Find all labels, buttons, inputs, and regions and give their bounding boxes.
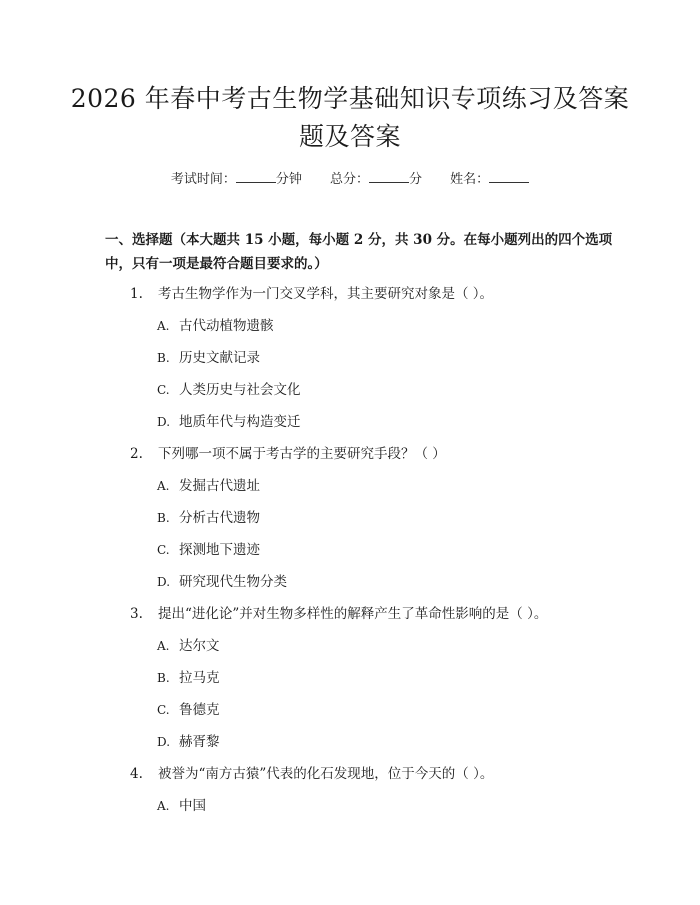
question-4-option-a xyxy=(157,794,206,814)
option-letter: C. xyxy=(157,383,170,397)
question-3-option-d xyxy=(157,730,220,750)
question-text: 下列哪一项不属于考古学的主要研究手段？（ ） xyxy=(158,446,446,462)
name-field xyxy=(450,172,529,187)
question-number: 2. xyxy=(130,446,143,462)
option-text: 赫胥黎 xyxy=(179,734,220,750)
total-score-blank xyxy=(369,170,409,183)
total-score-unit: 分 xyxy=(409,172,423,187)
option-text: 地质年代与构造变迁 xyxy=(179,414,301,430)
option-letter: B. xyxy=(157,511,170,525)
question-2-option-b xyxy=(157,506,260,526)
question-1 xyxy=(130,282,493,302)
name-label: 姓名： xyxy=(450,172,490,187)
option-letter: A. xyxy=(157,319,170,333)
exam-meta-line xyxy=(0,168,700,187)
option-text: 探测地下遗迹 xyxy=(179,542,260,558)
option-letter: D. xyxy=(157,735,171,749)
option-letter: A. xyxy=(157,639,170,653)
exam-time-unit: 分钟 xyxy=(275,172,302,187)
option-letter: D. xyxy=(157,575,171,589)
document-title: 2026 年春中考古生物学基础知识专项练习及答案题及答案 xyxy=(70,84,630,151)
option-text: 分析古代遗物 xyxy=(179,510,260,526)
question-2 xyxy=(130,442,446,462)
exam-time-label: 考试时间： xyxy=(170,172,236,187)
question-number: 4. xyxy=(130,766,143,782)
question-2-option-d xyxy=(157,570,287,590)
option-text: 中国 xyxy=(179,798,206,814)
option-letter: D. xyxy=(157,415,171,429)
question-text: 被誉为“南方古猿”代表的化石发现地，位于今天的（ ）。 xyxy=(158,766,494,782)
question-3-option-a xyxy=(157,634,220,654)
exam-time-field xyxy=(171,172,302,187)
question-3-option-c xyxy=(157,698,220,718)
option-letter: C. xyxy=(157,703,170,717)
question-1-option-a xyxy=(157,314,274,334)
question-3 xyxy=(130,602,547,622)
question-4 xyxy=(130,762,493,782)
question-text: 考古生物学作为一门交叉学科，其主要研究对象是（ ）。 xyxy=(158,286,494,302)
option-letter: B. xyxy=(157,351,170,365)
option-text: 历史文献记录 xyxy=(179,350,260,366)
exam-time-blank xyxy=(236,170,276,183)
option-text: 鲁德克 xyxy=(179,702,220,718)
option-text: 研究现代生物分类 xyxy=(179,574,287,590)
option-letter: C. xyxy=(157,543,170,557)
option-text: 发掘古代遗址 xyxy=(179,478,260,494)
option-letter: A. xyxy=(157,799,170,813)
question-1-option-d xyxy=(157,410,301,430)
question-1-option-b xyxy=(157,346,260,366)
option-text: 达尔文 xyxy=(179,638,220,654)
total-score-label: 总分： xyxy=(329,172,369,187)
total-score-field xyxy=(330,172,422,187)
question-2-option-a xyxy=(157,474,260,494)
option-letter: A. xyxy=(157,479,170,493)
option-text: 古代动植物遗骸 xyxy=(179,318,274,334)
question-1-option-c xyxy=(157,378,301,398)
question-number: 1. xyxy=(130,286,143,302)
name-blank xyxy=(489,170,529,183)
option-text: 拉马克 xyxy=(179,670,220,686)
question-3-option-b xyxy=(157,666,220,686)
option-letter: B. xyxy=(157,671,170,685)
section-heading: 一、选择题（本大题共 15 小题，每小题 2 分，共 30 分。在每小题列出的四个选项中，只有一项是最符合题目要求的。） xyxy=(105,232,613,272)
question-number: 3. xyxy=(130,606,143,622)
question-text: 提出“进化论”并对生物多样性的解释产生了革命性影响的是（ ）。 xyxy=(158,606,548,622)
question-2-option-c xyxy=(157,538,260,558)
option-text: 人类历史与社会文化 xyxy=(179,382,301,398)
